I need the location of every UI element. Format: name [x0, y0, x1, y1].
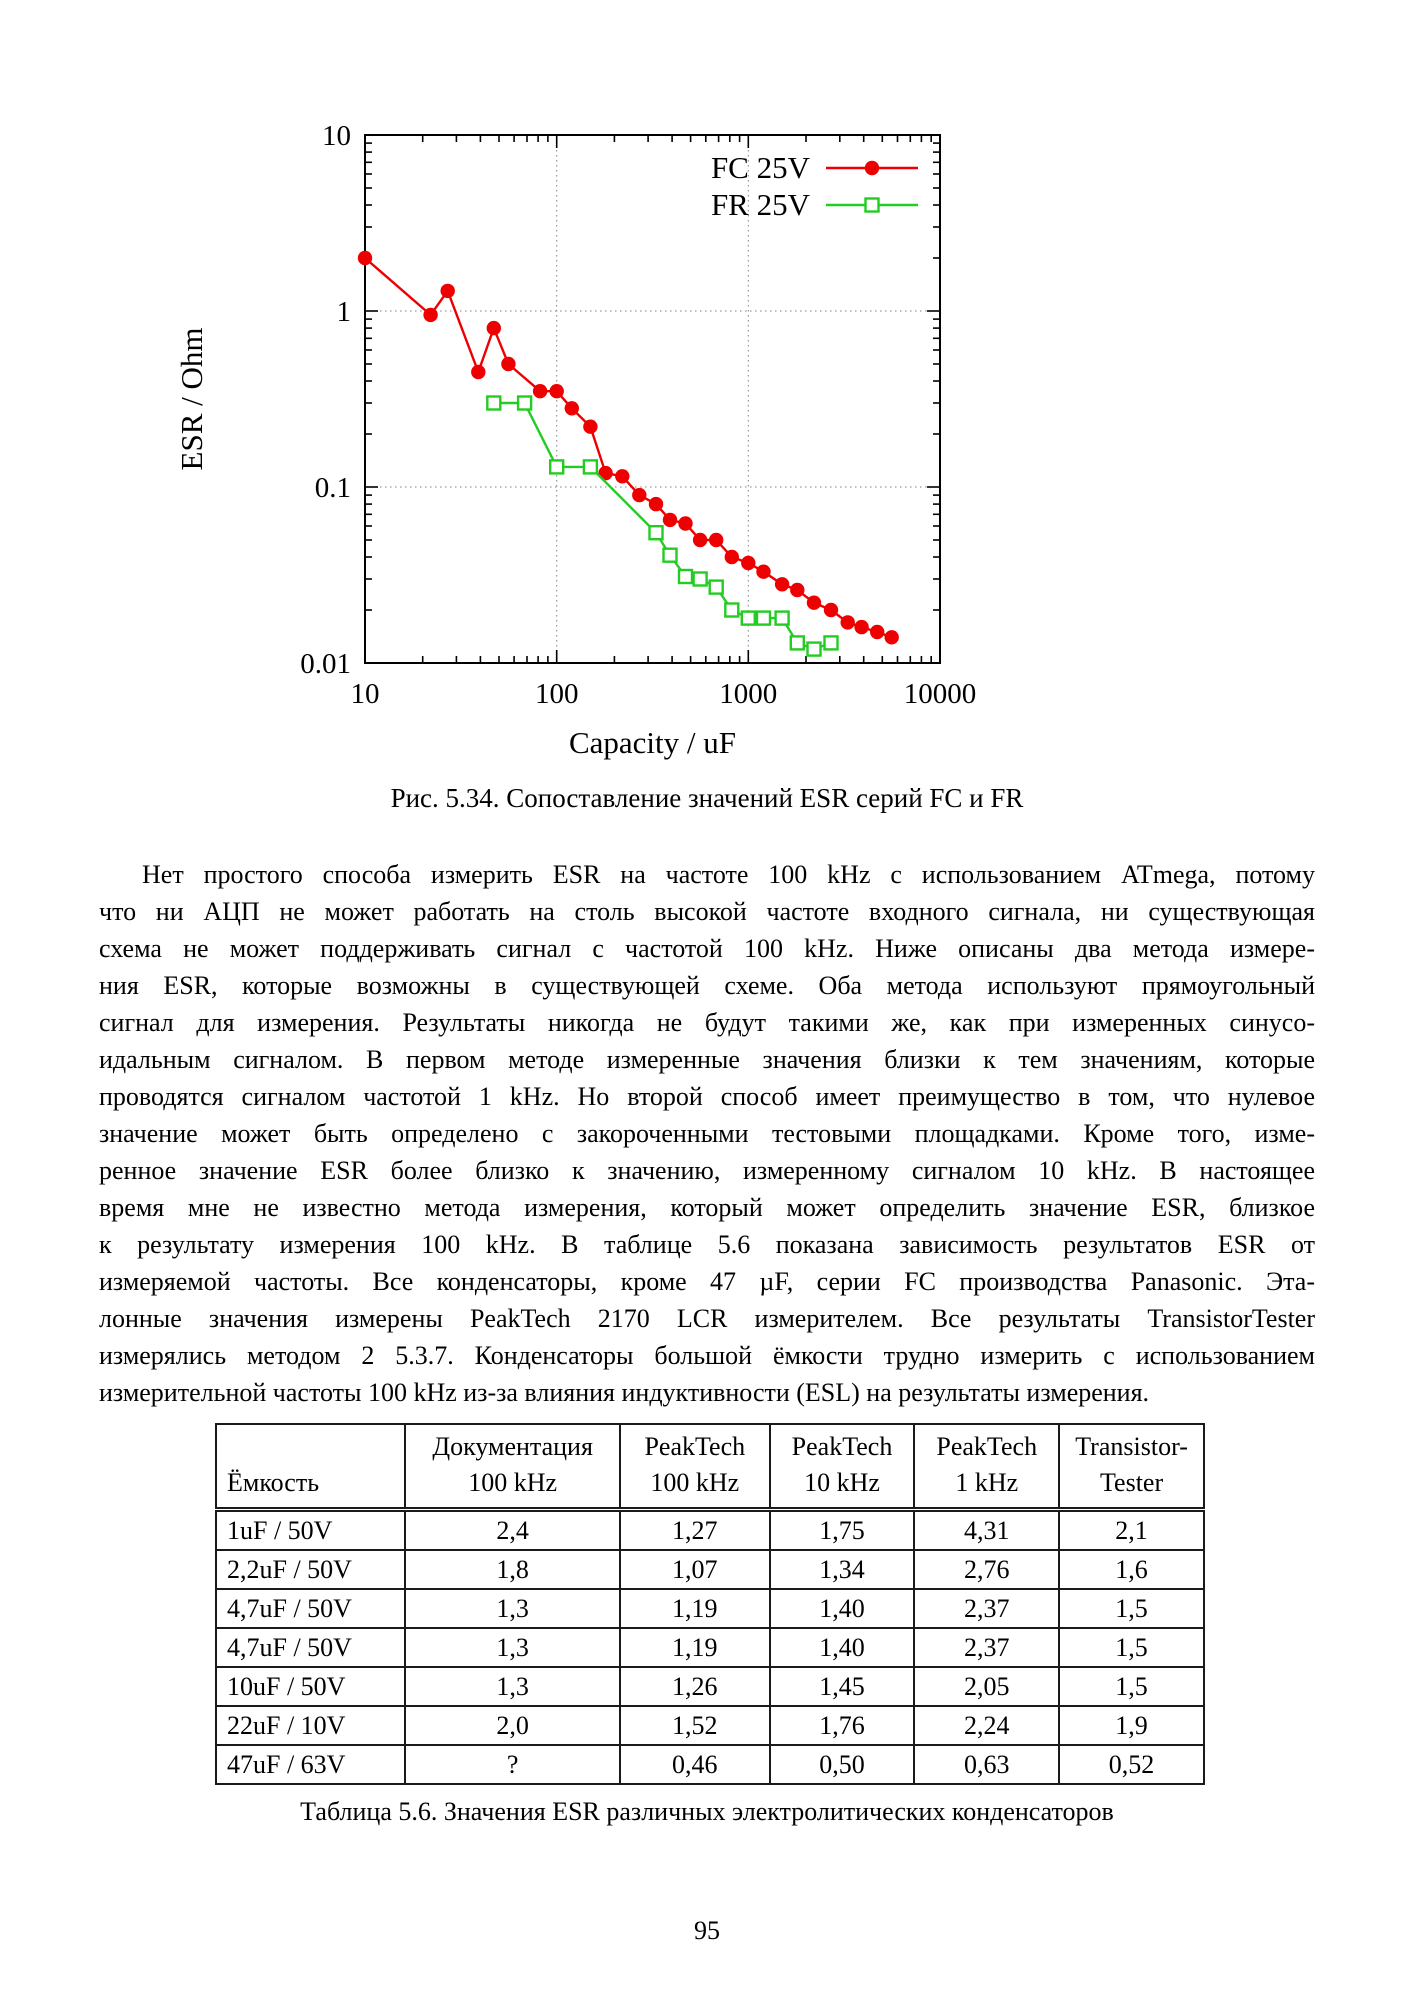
column-header [405, 1424, 620, 1510]
data-point-marker [358, 251, 372, 265]
y-tick-label: 0.01 [300, 648, 351, 680]
data-point-marker [565, 401, 579, 415]
table-row [216, 1628, 1204, 1667]
esr-value-cell: 1,3 [405, 1589, 620, 1628]
data-point-marker [694, 573, 707, 586]
paragraph-line: измерялись методом 2 5.3.7. Конденсаторы большой ёмкости трудно измерить с использованием [99, 1341, 1315, 1370]
column-header-sublabel: 100 kHz [650, 1468, 740, 1497]
data-point-marker [791, 636, 804, 649]
esr-value-cell: 1,19 [620, 1628, 770, 1667]
data-point-marker [776, 612, 789, 625]
series-fc-25v [358, 251, 899, 645]
esr-value-cell: 1,75 [770, 1510, 915, 1551]
esr-value-cell: 1,27 [620, 1510, 770, 1551]
series-line [365, 258, 892, 637]
body-paragraph [99, 856, 1315, 1411]
data-point-marker [615, 469, 629, 483]
data-point-marker [487, 321, 501, 335]
data-point-marker [678, 516, 692, 530]
esr-value-cell: 2,37 [914, 1589, 1059, 1628]
table-caption: Таблица 5.6. Значения ESR различных электролитических конденсаторов [300, 1797, 1114, 1826]
paragraph-line: Нет простого способа измерить ESR на частоте 100 kHz с использованием ATmega, потому [142, 860, 1315, 889]
paragraph-line: значение может быть определено с закороченными тестовыми площадками. Кроме того, изме- [99, 1119, 1315, 1148]
capacity-cell: 22uF / 10V [216, 1706, 405, 1745]
x-tick-label: 10000 [903, 678, 977, 710]
data-point-marker [423, 308, 437, 322]
column-header-sublabel: 100 kHz [468, 1468, 558, 1497]
data-point-marker [709, 533, 723, 547]
esr-value-cell: 2,0 [405, 1706, 620, 1745]
data-point-marker [854, 620, 868, 634]
capacity-cell: 4,7uF / 50V [216, 1628, 405, 1667]
esr-chart [150, 85, 1000, 785]
paragraph-line: что ни АЦП не может работать на столь высокой частоте входного сигнала, ни существующая [99, 897, 1315, 926]
data-point-marker [584, 460, 597, 473]
paragraph-line: время мне не известно метода измерения, который может определить значение ESR, близкое [99, 1193, 1315, 1222]
esr-value-cell: 1,9 [1059, 1706, 1204, 1745]
page-number: 95 [694, 1916, 720, 1945]
header-row [216, 1424, 1204, 1510]
paragraph-line: измерительной частоты 100 kHz из-за влияния индуктивности (ESL) на результаты измерения. [99, 1378, 1150, 1407]
esr-value-cell: 1,52 [620, 1706, 770, 1745]
table-row [216, 1667, 1204, 1706]
table-row [216, 1706, 1204, 1745]
column-header [216, 1424, 405, 1510]
esr-value-cell: 1,8 [405, 1550, 620, 1589]
table-row [216, 1745, 1204, 1784]
column-header-label: PeakTech [791, 1432, 893, 1461]
data-point-marker [710, 581, 723, 594]
paragraph-line: ния ESR, которые возможны в существующей схеме. Оба метода используют прямоугольный [99, 971, 1315, 1000]
data-point-marker [693, 533, 707, 547]
capacity-cell: 47uF / 63V [216, 1745, 405, 1784]
capacity-cell: 2,2uF / 50V [216, 1550, 405, 1589]
data-point-marker [550, 384, 564, 398]
y-tick-label: 1 [336, 296, 351, 328]
column-header-sublabel: Tester [1099, 1468, 1164, 1497]
column-header [1059, 1424, 1204, 1510]
column-header-label: PeakTech [936, 1432, 1038, 1461]
data-point-marker [741, 556, 755, 570]
data-point-marker [885, 630, 899, 644]
data-point-marker [775, 577, 789, 591]
data-point-marker [518, 397, 531, 410]
y-tick-label: 0.1 [314, 472, 351, 504]
data-point-marker [756, 565, 770, 579]
paragraph-line: проводятся сигналом частотой 1 kHz. Но второй способ имеет преимущество в том, что нулевое [99, 1082, 1315, 1111]
data-point-marker [501, 357, 515, 371]
esr-value-cell: 0,46 [620, 1745, 770, 1784]
data-point-marker [807, 596, 821, 610]
esr-table-container [215, 1423, 1205, 1785]
column-header-label: Документация [432, 1432, 593, 1461]
table-row [216, 1589, 1204, 1628]
esr-value-cell: 1,26 [620, 1667, 770, 1706]
esr-value-cell: 1,19 [620, 1589, 770, 1628]
column-header-label: Ёмкость [227, 1468, 320, 1497]
column-header-sublabel: 1 kHz [955, 1468, 1019, 1497]
capacity-cell: 1uF / 50V [216, 1510, 405, 1551]
esr-value-cell: 2,4 [405, 1510, 620, 1551]
data-point-marker [664, 549, 677, 562]
column-header [770, 1424, 915, 1510]
esr-value-cell: ? [405, 1745, 620, 1784]
table-row [216, 1510, 1204, 1551]
esr-value-cell: 1,45 [770, 1667, 915, 1706]
esr-value-cell: 1,5 [1059, 1589, 1204, 1628]
data-point-marker [757, 612, 770, 625]
table-row [216, 1550, 1204, 1589]
esr-value-cell: 2,1 [1059, 1510, 1204, 1551]
series-fr-25v [487, 397, 837, 656]
x-tick-label: 100 [534, 678, 579, 710]
esr-value-cell: 2,76 [914, 1550, 1059, 1589]
figure-caption: Рис. 5.34. Сопоставление значений ESR серий FC и FR [390, 783, 1024, 813]
x-tick-label: 1000 [719, 678, 778, 710]
y-axis-title: ESR / Ohm [174, 327, 209, 471]
data-point-marker [471, 365, 485, 379]
axis-ticks [365, 135, 940, 663]
esr-value-cell: 1,3 [405, 1667, 620, 1706]
paragraph-line: лонные значения измерены PeakTech 2170 LCR измерителем. Все результаты TransistorTester [99, 1304, 1315, 1333]
paragraph-line: ренное значение ESR более близко к значению, измеренному сигналом 10 kHz. В настоящее [99, 1156, 1315, 1185]
data-point-marker [865, 161, 879, 175]
data-point-marker [533, 384, 547, 398]
data-point-marker [824, 603, 838, 617]
paragraph-line: схема не может поддерживать сигнал с частотой 100 kHz. Ниже описаны два метода измере- [99, 934, 1315, 963]
column-header [914, 1424, 1059, 1510]
data-point-marker [649, 497, 663, 511]
x-axis-title: Capacity / uF [568, 725, 737, 760]
column-header-label: Transistor- [1075, 1432, 1188, 1461]
paragraph-line: измеряемой частоты. Все конденсаторы, кроме 47 µF, серии FC производства Panasonic. Эта- [99, 1267, 1315, 1296]
y-tick-label: 10 [322, 120, 351, 152]
data-point-marker [487, 397, 500, 410]
esr-figure [150, 85, 1000, 785]
esr-value-cell: 4,31 [914, 1510, 1059, 1551]
data-point-marker [808, 643, 821, 656]
data-point-marker [583, 420, 597, 434]
data-point-marker [725, 604, 738, 617]
data-point-marker [550, 460, 563, 473]
esr-value-cell: 1,3 [405, 1628, 620, 1667]
data-point-marker [725, 550, 739, 564]
esr-value-cell: 2,05 [914, 1667, 1059, 1706]
paragraph-line: сигнал для измерения. Результаты никогда не будут такими же, как при измеренных синусо- [99, 1008, 1315, 1037]
esr-value-cell: 0,50 [770, 1745, 915, 1784]
esr-value-cell: 1,07 [620, 1550, 770, 1589]
data-point-marker [742, 612, 755, 625]
data-point-marker [866, 199, 879, 212]
data-point-marker [650, 526, 663, 539]
esr-value-cell: 1,76 [770, 1706, 915, 1745]
column-header-label: PeakTech [644, 1432, 746, 1461]
legend-label: FC 25V [710, 150, 810, 185]
data-point-marker [790, 583, 804, 597]
esr-value-cell: 1,5 [1059, 1667, 1204, 1706]
data-point-marker [679, 570, 692, 583]
column-header-sublabel: 10 kHz [804, 1468, 880, 1497]
capacity-cell: 4,7uF / 50V [216, 1589, 405, 1628]
data-point-marker [841, 615, 855, 629]
data-point-marker [441, 284, 455, 298]
column-header [620, 1424, 770, 1510]
esr-value-cell: 1,40 [770, 1589, 915, 1628]
capacity-cell: 10uF / 50V [216, 1667, 405, 1706]
esr-value-cell: 2,37 [914, 1628, 1059, 1667]
esr-table [215, 1423, 1205, 1785]
plot-frame [365, 135, 940, 663]
esr-value-cell: 1,5 [1059, 1628, 1204, 1667]
esr-table-body [216, 1510, 1204, 1785]
esr-value-cell: 1,40 [770, 1628, 915, 1667]
data-point-marker [632, 488, 646, 502]
legend [711, 150, 918, 222]
esr-value-cell: 1,6 [1059, 1550, 1204, 1589]
esr-value-cell: 0,63 [914, 1745, 1059, 1784]
data-point-marker [870, 625, 884, 639]
esr-value-cell: 2,24 [914, 1706, 1059, 1745]
paragraph-line: к результату измерения 100 kHz. В таблице 5.6 показана зависимость результатов ESR от [99, 1230, 1315, 1259]
x-tick-label: 10 [350, 678, 380, 710]
esr-table-header [216, 1424, 1204, 1510]
esr-value-cell: 1,34 [770, 1550, 915, 1589]
legend-label: FR 25V [710, 187, 810, 222]
data-point-marker [825, 636, 838, 649]
esr-value-cell: 0,52 [1059, 1745, 1204, 1784]
paragraph-line: идальным сигналом. В первом методе измеренные значения близки к тем значениям, которые [99, 1045, 1315, 1074]
data-point-marker [663, 513, 677, 527]
